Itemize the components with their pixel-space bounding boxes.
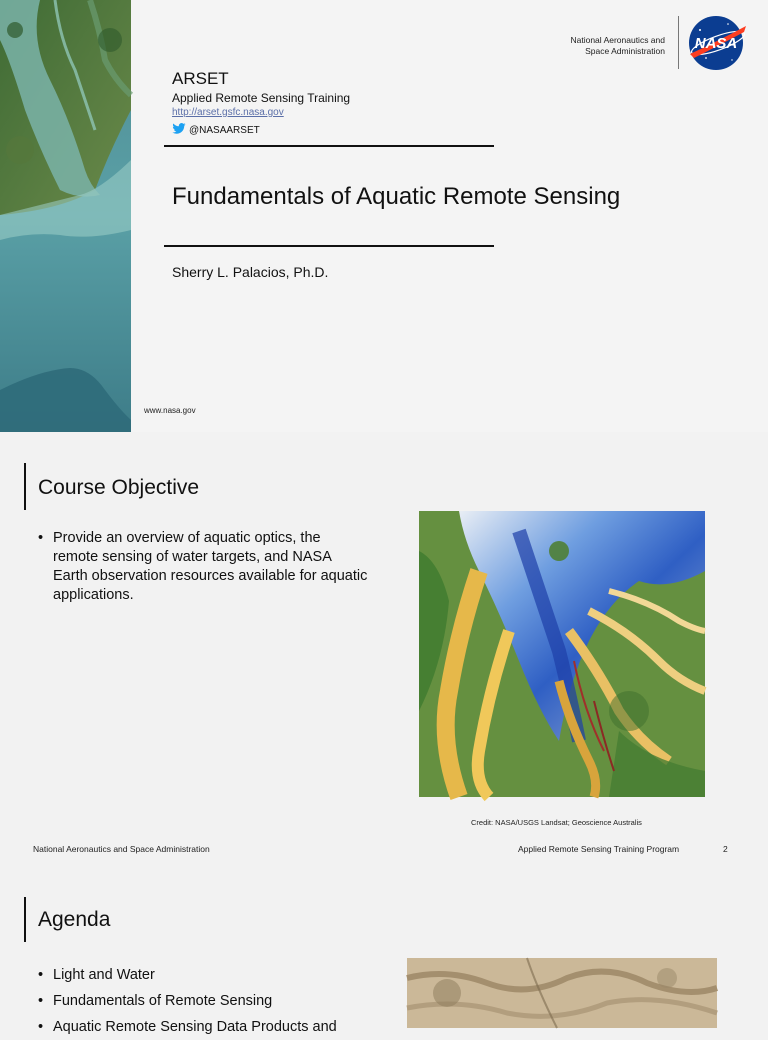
agenda-slide: [0, 864, 768, 1035]
page-number: 2: [723, 844, 728, 854]
objective-list: [38, 529, 368, 605]
image-credit: Credit: NASA/USGS Landsat; Geoscience Australis: [471, 818, 642, 827]
arset-link[interactable]: http://arset.gsfc.nasa.gov: [172, 107, 284, 118]
list-item: • Light and Water: [38, 962, 378, 988]
slide-heading: Course Objective: [38, 476, 200, 499]
list-item: • Fundamentals of Remote Sensing: [38, 988, 378, 1014]
title-divider-bottom: [164, 245, 494, 247]
agenda-list: [38, 962, 378, 1040]
header-divider: [678, 16, 679, 69]
heading-accent-bar: [24, 897, 26, 942]
website-link[interactable]: www.nasa.gov: [144, 406, 196, 415]
agency-name: [515, 35, 665, 57]
twitter-handle-text: @NASAARSET: [189, 124, 260, 136]
slide-heading: Agenda: [38, 908, 111, 931]
title-divider-top: [164, 145, 494, 147]
agency-line-2: Space Administration: [585, 46, 665, 56]
author-name: Sherry L. Palacios, Ph.D.: [172, 264, 329, 280]
twitter-handle[interactable]: [172, 123, 260, 137]
title-slide: [0, 0, 768, 432]
nasa-logo: [688, 14, 748, 77]
presentation-title: Fundamentals of Aquatic Remote Sensing: [172, 183, 621, 210]
footer-left: National Aeronautics and Space Administration: [33, 844, 210, 854]
satellite-image-river-delta: [0, 0, 131, 432]
arset-title: ARSET: [172, 69, 229, 88]
satellite-image-desert: [407, 958, 717, 1028]
satellite-image-landsat-delta: [419, 511, 705, 797]
svg-text:NASA: NASA: [694, 35, 738, 52]
list-item: • Aquatic Remote Sensing Data Products and: [38, 1014, 378, 1040]
course-objective-slide: [0, 432, 768, 864]
footer-program: Applied Remote Sensing Training Program: [518, 844, 680, 854]
twitter-bird-icon: [172, 123, 186, 137]
arset-subtitle: Applied Remote Sensing Training: [172, 91, 351, 105]
heading-accent-bar: [24, 463, 26, 510]
agency-line-1: National Aeronautics and: [570, 35, 665, 45]
list-item: • Provide an overview of aquatic optics, the remote sensing of water targets, and NASA Earth observation resources available for aquatic applications.: [38, 529, 368, 605]
